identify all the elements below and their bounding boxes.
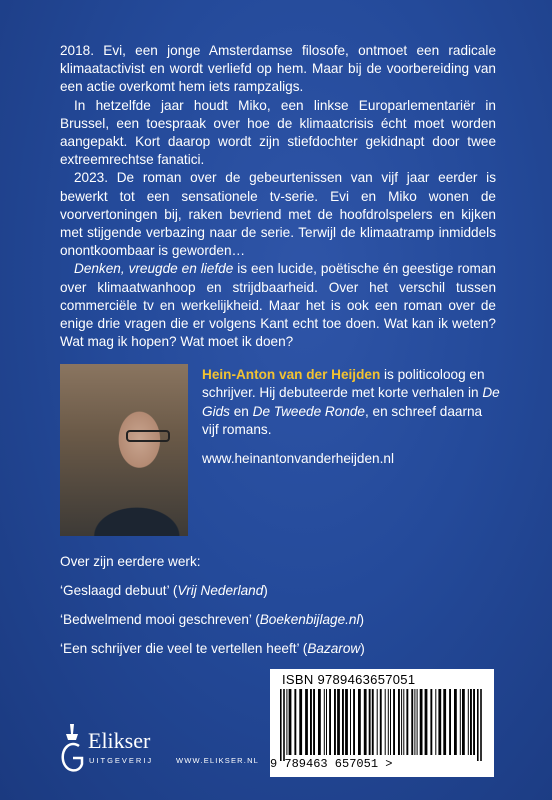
blurb-text: Denken, vreugde en liefde: [74, 261, 234, 277]
author-photo: [60, 364, 188, 536]
author-website: www.heinantonvanderheijden.nl: [202, 450, 394, 466]
bio-text: De Tweede Ronde: [252, 403, 365, 419]
review-quote: ‘Een schrijver die veel te vertellen heeft’ (Bazarow): [60, 641, 365, 656]
blurb-paragraph: [60, 260, 496, 351]
barcode: [280, 689, 484, 761]
blurb-paragraph: [60, 169, 496, 260]
blurb-paragraph: [60, 42, 496, 97]
publisher-emblem-icon: [57, 722, 87, 778]
review-quote: ‘Bedwelmend mooi geschreven’ (Boekenbijlage.nl): [60, 612, 365, 627]
back-cover-blurb: [60, 42, 496, 351]
reviews: [60, 553, 500, 669]
bio-text: , en schreef daarna vijf romans.: [202, 403, 483, 438]
review-quote: ‘Geslaagd debuut’ (Vrij Nederland): [60, 583, 268, 598]
review-source: Bazarow: [307, 641, 361, 656]
barcode-area: [270, 669, 494, 777]
bio-text: is politicoloog en schrijver. Hij debuteerde met korte verhalen in: [202, 367, 485, 401]
barcode-digits: 9 789463 657051 >: [270, 757, 393, 771]
publisher-subtitle: UITGEVERIJ: [89, 756, 154, 765]
publisher-name: Elikser: [88, 728, 151, 753]
bio-text: De Gids: [202, 385, 500, 419]
publisher-logo: [57, 722, 177, 780]
blurb-text: is een lucide, poëtische én geestige roman over klimaatwanhoop en strijdbaarheid. Over het verschil tussen commerciële tv en werkelijkheid. Maar het is ook een roman over de enige drie vragen die er volgens Kant echt toe doen. Wat kan ik weten? Wat mag ik hopen? Wat moet ik doen?: [60, 261, 496, 350]
review-source: Vrij Nederland: [177, 583, 264, 598]
author-name: Hein-Anton van der Heijden: [202, 367, 381, 382]
blurb-paragraph: [60, 97, 496, 170]
author-bio: [202, 366, 502, 468]
bio-text: en: [229, 403, 253, 419]
publisher-website: WWW.ELIKSER.NL: [176, 756, 260, 765]
reviews-heading: Over zijn eerdere werk:: [60, 554, 201, 569]
blurb-text: In hetzelfde jaar houdt Miko, een linkse Europarlementariër in Brussel, een toespraak over hoe de klimaatcrisis écht moet worden aangepakt. Kort daarop wordt zijn stiefdochter gekidnapt door twee extreemrechtse fanatici.: [60, 97, 496, 168]
blurb-text: 2018. Evi, een jonge Amsterdamse filosofe, ontmoet een radicale klimaatactivist en wordt verliefd op hem. Maar bij de voorbereiding van een actie overkomt hem iets rampzaligs.: [60, 43, 496, 95]
review-source: Boekenbijlage.nl: [259, 612, 360, 627]
blurb-text: 2023. De roman over de gebeurtenissen van vijf jaar eerder is bewerkt tot een sensationele tv-serie. Evi en Miko wonen de voorvertoningen bij, raken bevriend met de hoofdrolspelers en kijken met stijgende verbazing naar de serie. Terwijl de klimaatramp inmiddels onontkoombaar is geworden…: [60, 170, 496, 259]
isbn-label: ISBN 9789463657051: [282, 672, 416, 687]
